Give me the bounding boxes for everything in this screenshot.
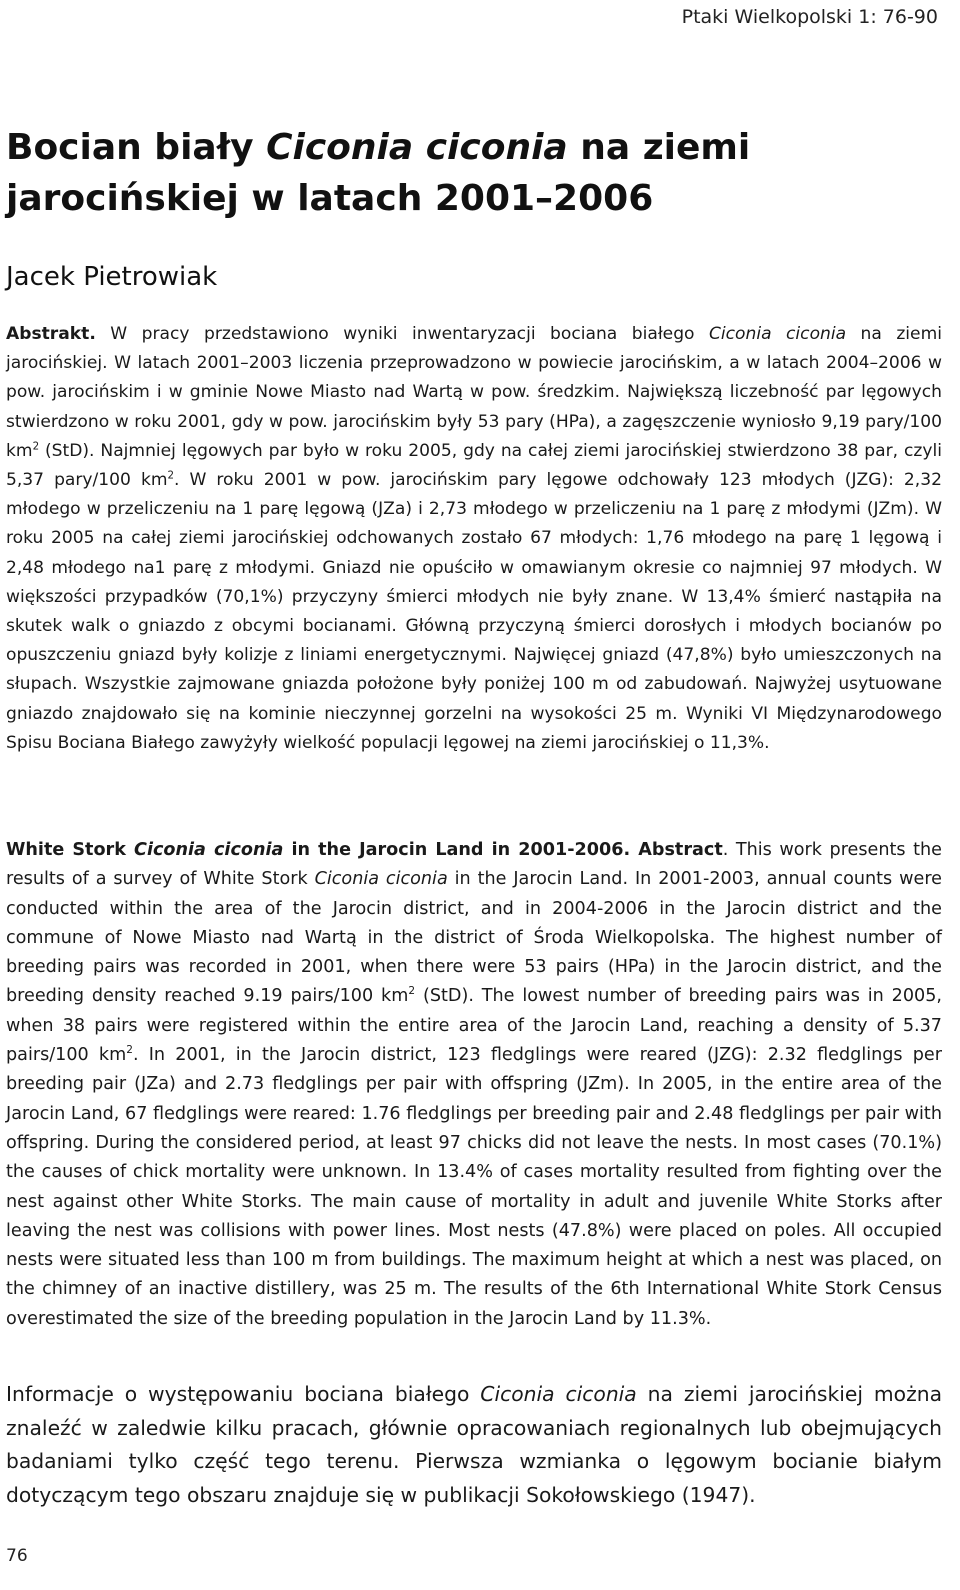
abstract-en-title-text-2: in the Jarocin Land in 2001-2006. Abstract bbox=[283, 840, 723, 860]
abstract-en-title-text: White Stork bbox=[6, 840, 135, 860]
superscript: 2 bbox=[167, 469, 175, 482]
abstract-en-title bbox=[6, 840, 723, 860]
superscript: 2 bbox=[408, 985, 416, 998]
superscript: 2 bbox=[126, 1044, 133, 1057]
abstract-en-text-2: in the Jarocin Land. In 2001-2003, annual counts were conducted within the area of the Jarocin district, and in 2004-2006 in the Jarocin district and the commune of Nowe Miasto nad Wartą in the district of Środa Wielkopolska. The highest number of breeding pairs was recorded in 2001, when there were 53 pairs (HPa) in the Jarocin district, and the breeding density reached 9.19 pairs/100 km bbox=[6, 869, 942, 1007]
superscript: 2 bbox=[32, 440, 40, 453]
abstract-pl-text-3: (StD). Najmniej lęgowych par było w roku 2005, gdy na całej ziemi jarocińskiej stwierdzono 38 par, czyli 5,37 pary/100 km bbox=[6, 440, 942, 491]
title-text-continued: na ziemi jarocińskiej w latach 2001–2006 bbox=[6, 127, 751, 220]
intro-text-1: Informacje o występowaniu bociana białego bbox=[6, 1382, 481, 1406]
abstract-pl-text-4: . W roku 2001 w pow. jarocińskim pary lęgowe odchowały 123 młodych (JZG): 2,32 młodego w przeliczeniu na 1 parę lęgową (JZa) i 2,73 młodego w przeliczeniu na 1 parę z młodymi (JZm). W roku 2005 na całej ziemi jarocińskiej odchowanych zostało 67 młodych: 1,76 młodego na parę 1 lęgową i 2,48 młodego na1 parę z młodymi. Gniazd nie opuściło w omawianym okresie co najmniej 97 młodych. W większości przypadków (70,1%) przyczyny śmierci młodych nie były znane. W 13,4% śmierć nastąpiła na skutek walk o gniazdo z obcymi bocianami. Główną przyczyną śmierci dorosłych i młodych bocianów po opuszczeniu gniazd były kolizje z liniami energetycznymi. Najwięcej gniazd (47,8%) było umieszczonych na słupach. Wszystkie zajmowane gniazda położone były poniżej 100 m od zabudowań. Najwyżej usytuowane gniazdo znajdowało się na kominie nieczynnej gorzelni na wysokości 25 m. Wyniki VI Międzynarodowego Spisu Bociana Białego zawyżyły wielkość populacji lęgowej na ziemi jarocińskiej o 11,3%. bbox=[6, 470, 942, 753]
title-species-name: Ciconia ciconia bbox=[266, 127, 568, 168]
intro-text-2: na ziemi jarocińskiej można znaleźć w zaledwie kilku pracach, głównie opracowaniach regionalnych lub obejmujących badaniami tylko część tego terenu. Pierwsza wzmianka o lęgowym bocianie białym dotyczącym tego obszaru znajduje się w publikacji Sokołowskiego (1947). bbox=[6, 1382, 942, 1507]
page-number: 76 bbox=[6, 1546, 28, 1566]
abstract-en-title-species: Ciconia ciconia bbox=[134, 840, 284, 860]
abstract-label: Abstrakt. bbox=[6, 324, 96, 344]
abstract-polish bbox=[6, 320, 942, 758]
article-title bbox=[6, 122, 946, 224]
abstract-english bbox=[6, 836, 942, 1334]
abstract-pl-text-1: W pracy przedstawiono wyniki inwentaryzacji bociana białego bbox=[95, 324, 709, 344]
abstract-pl-text-2: na ziemi jarocińskiej. W latach 2001–2003 liczenia przeprowadzono w powiecie jarocińskim, a w latach 2004–2006 w pow. jarocińskim i w gminie Nowe Miasto nad Wartą w pow. średzkim. Największą liczebność par lęgowych stwierdzono w roku 2001, gdy w pow. jarocińskim były 53 pary (HPa), a zagęszczenie wyniosło 9,19 pary/100 km bbox=[6, 324, 942, 461]
running-head: Ptaki Wielkopolski 1: 76-90 bbox=[681, 6, 938, 28]
abstract-en-text-4: . In 2001, in the Jarocin district, 123 fledglings were reared (JZG): 2.32 fledglings per breeding pair (JZa) and 2.73 fledglings per pair with offspring (JZm). In 2005, in the entire area of the Jarocin Land, 67 fledglings were reared: 1.76 fledglings per breeding pair and 2.48 fledglings per pair with offspring. During the considered period, at least 97 chicks did not leave the nests. In most cases (70.1%) the causes of chick mortality were unknown. In 13.4% of cases mortality resulted from fighting over the nest against other White Storks. The main cause of mortality in adult and juvenile White Storks after leaving the nest was collisions with power lines. Most nests (47.8%) were placed on poles. All occupied nests were situated less than 100 m from buildings. The maximum height at which a nest was placed, on the chimney of an inactive distillery, was 25 m. The results of the 6th International White Stork Census overestimated the size of the breeding population in the Jarocin Land by 11.3%. bbox=[6, 1045, 942, 1329]
abstract-pl-species: Ciconia ciconia bbox=[708, 324, 847, 344]
abstract-en-text-1: . This work presents the results of a survey of White Stork bbox=[6, 840, 942, 890]
intro-paragraph bbox=[6, 1378, 942, 1512]
abstract-en-text-3: (StD). The lowest number of breeding pairs was in 2005, when 38 pairs were registered within the entire area of the Jarocin Land, reaching a density of 5.37 pairs/100 km bbox=[6, 986, 942, 1066]
author-name: Jacek Pietrowiak bbox=[6, 262, 218, 292]
abstract-en-species: Ciconia ciconia bbox=[314, 869, 448, 890]
title-text: Bocian biały bbox=[6, 127, 267, 168]
intro-species: Ciconia ciconia bbox=[480, 1382, 637, 1406]
